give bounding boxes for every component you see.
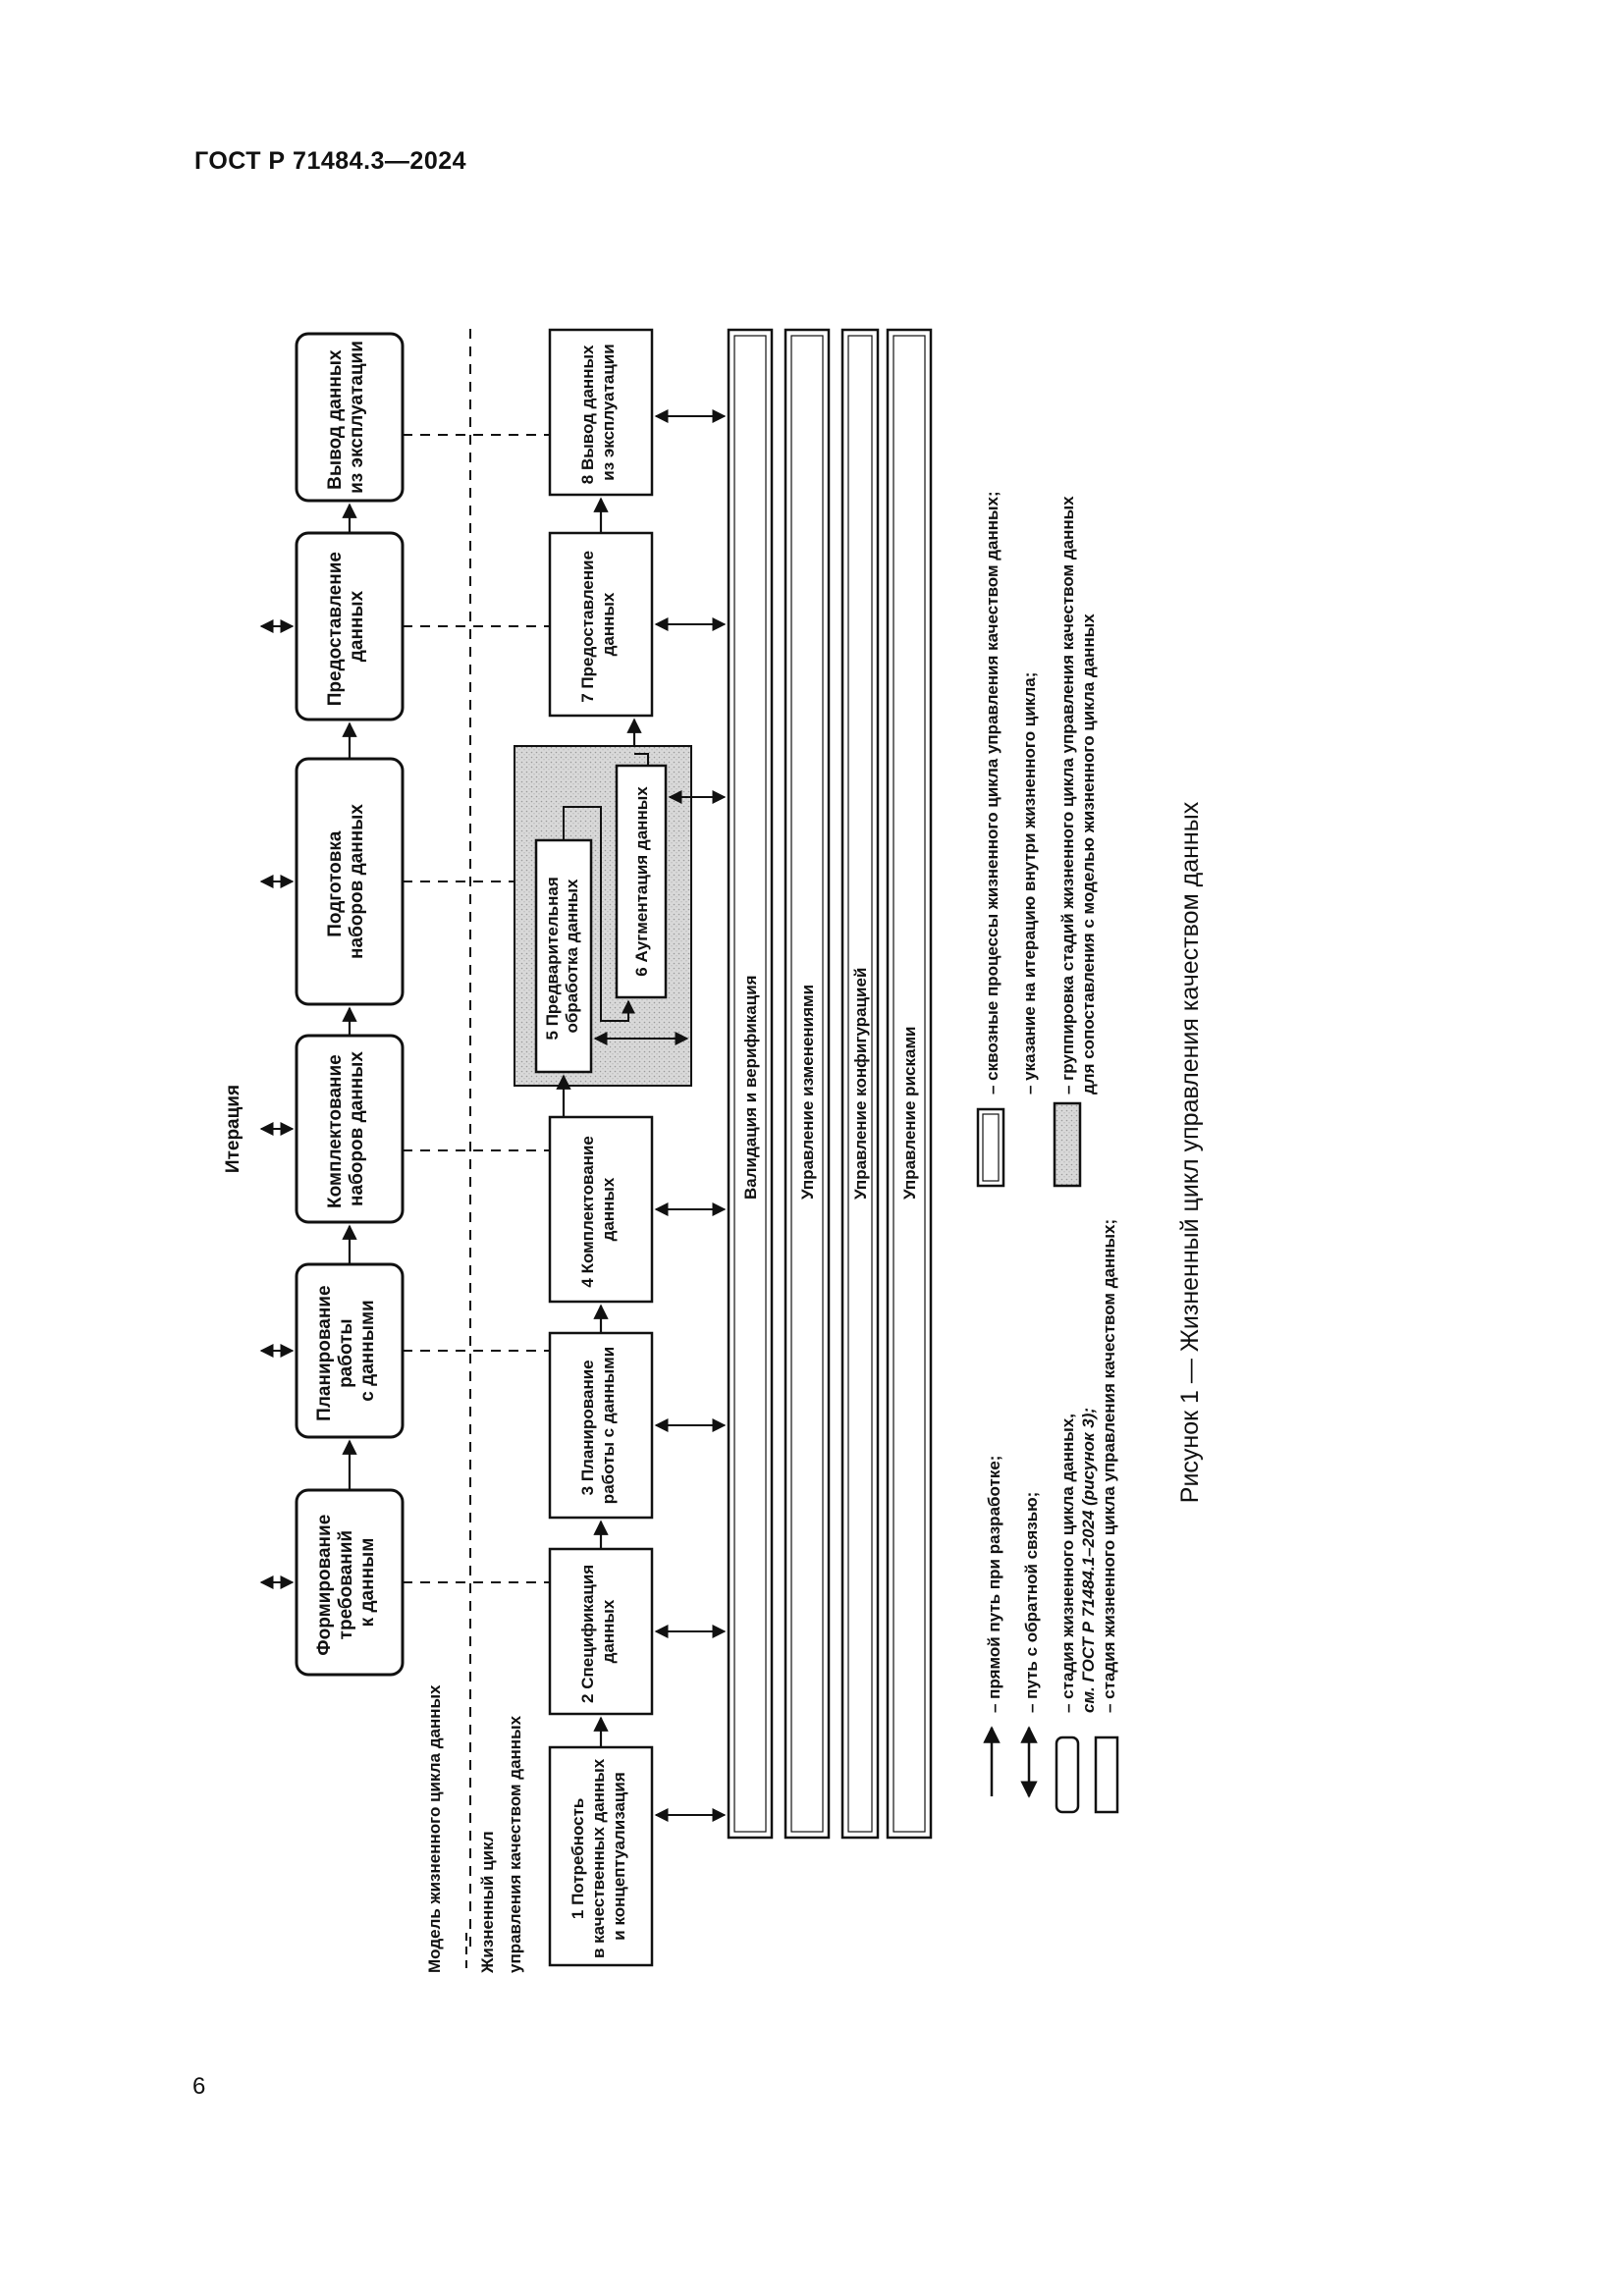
svg-text:Подготовка наборов дан [325,804,367,959]
legend-iteration: – указание на итерацию внутри жизненного цикла; [1020,671,1039,1095]
legend-lifecycle-2: см. ГОСТ Р 71484.1–2024 (рисунок 3); [1079,1407,1098,1713]
stage-box-acquisition [297,1036,403,1222]
quality-stage-label: обработка данных [563,879,581,1034]
stage-label: данных [347,590,367,663]
quality-stage-label: 7 Предоставление [578,550,597,703]
page-number: 6 [192,2073,206,2100]
quality-stage-6 [617,766,666,997]
quality-stage-label: 3 Планирование [578,1360,597,1496]
cross-process-label: Управление конфигурацией [851,967,870,1200]
quality-stage-label: 1 Потребность [568,1797,587,1920]
legend-grouping-icon [1055,1103,1080,1186]
top-feedback-arrows [261,626,293,1582]
stage-label: Подготовка [325,830,346,937]
svg-text:Вывод данных из эксплу [325,341,367,494]
stage-box-decommission [297,334,403,501]
legend [978,491,1118,1812]
legend-grouping-1: – группировка стадий жизненного цикла управления качеством данных [1058,496,1077,1095]
quality-stage-label: 6 Аугментация данных [632,786,651,977]
legend-feedback: – путь с обратной связью; [1022,1491,1041,1713]
legend-cross-cutting: – сквозные процессы жизненного цикла управления качеством данных; [983,491,1001,1095]
quality-stage-label: 2 Спецификация [578,1564,597,1703]
cross-process-label: Валидация и верификация [741,975,760,1200]
quality-stage-3 [550,1333,652,1518]
stage-label: наборов данных [347,804,367,959]
legend-quality-stage: – стадия жизненного цикла управления качеством данных; [1100,1218,1118,1713]
figure-caption: Рисунок 1 — Жизненный цикл управления качеством данных [1176,801,1204,1504]
quality-stage-8 [550,330,652,495]
quality-stage-5 [536,840,591,1072]
svg-text:Комплектование наборов [325,1049,367,1208]
cross-process-label: Управление рисками [900,1026,919,1200]
lane-label-quality-2: управления качеством данных [506,1715,524,1973]
quality-stage-4 [550,1117,652,1302]
quality-stage-label: 5 Предварительная [543,877,562,1041]
stage-box-provision [297,533,403,720]
cross-process-change [785,330,829,1838]
legend-double-bar-icon [978,1109,1003,1186]
svg-text:5 Предварительная обра [543,873,581,1041]
stage-label: Планирование [314,1285,335,1421]
legend-sharp-box-icon [1096,1737,1117,1812]
quality-stage-label: в качественных данных [589,1758,608,1958]
legend-grouping-2: для сопоставления с моделью жизненного цикла данных [1079,614,1098,1095]
quality-stage-label: 8 Вывод данных [578,345,597,485]
iteration-label: Итерация [223,1084,244,1174]
legend-direct: – прямой путь при разработке; [985,1455,1003,1713]
stage-label: Вывод данных [325,349,346,490]
quality-stage-label: данных [599,1177,618,1242]
stage-label: требований [336,1529,356,1640]
quality-stage-label: из эксплуатации [599,344,618,481]
legend-lifecycle-1: – стадия жизненного цикла данных, [1058,1414,1077,1713]
stage-label: Формирование [314,1514,335,1656]
lane-label-model: Модель жизненного цикла данных [425,1684,444,1973]
stage-label: работы [336,1318,356,1388]
stage-label: с данными [357,1300,378,1402]
quality-stage-label: работы с данными [599,1346,618,1505]
quality-stage-label: данных [599,1599,618,1664]
quality-stage-2 [550,1549,652,1714]
stage-label: Предоставление [325,552,346,707]
stage-box-requirements [297,1490,403,1675]
quality-feedback-arrows [656,416,725,1815]
cross-process-configuration [842,330,878,1838]
stage-label: наборов данных [347,1051,367,1206]
cross-process-risk [888,330,931,1838]
stage-label: из эксплуатации [347,341,367,494]
quality-stage-1 [550,1747,652,1965]
svg-text:6 Аугментация данных [632,786,651,977]
stage-box-preparation [297,759,403,1004]
quality-stage-label: 4 Комплектование [578,1136,597,1288]
legend-rounded-box-icon [1056,1737,1078,1812]
quality-stage-label: данных [599,592,618,657]
stage-label: Комплектование [325,1054,346,1209]
cross-process-label: Управление изменениями [798,984,817,1200]
document-header: ГОСТ Р 71484.3—2024 [194,147,467,175]
quality-stage-label: и концептуализация [610,1772,628,1941]
cross-process-validation [729,330,772,1838]
lane-label-quality-1: Жизненный цикл [478,1831,497,1973]
stage-label: к данным [357,1537,378,1628]
stage-box-planning [297,1264,403,1437]
quality-stage-7 [550,533,652,716]
